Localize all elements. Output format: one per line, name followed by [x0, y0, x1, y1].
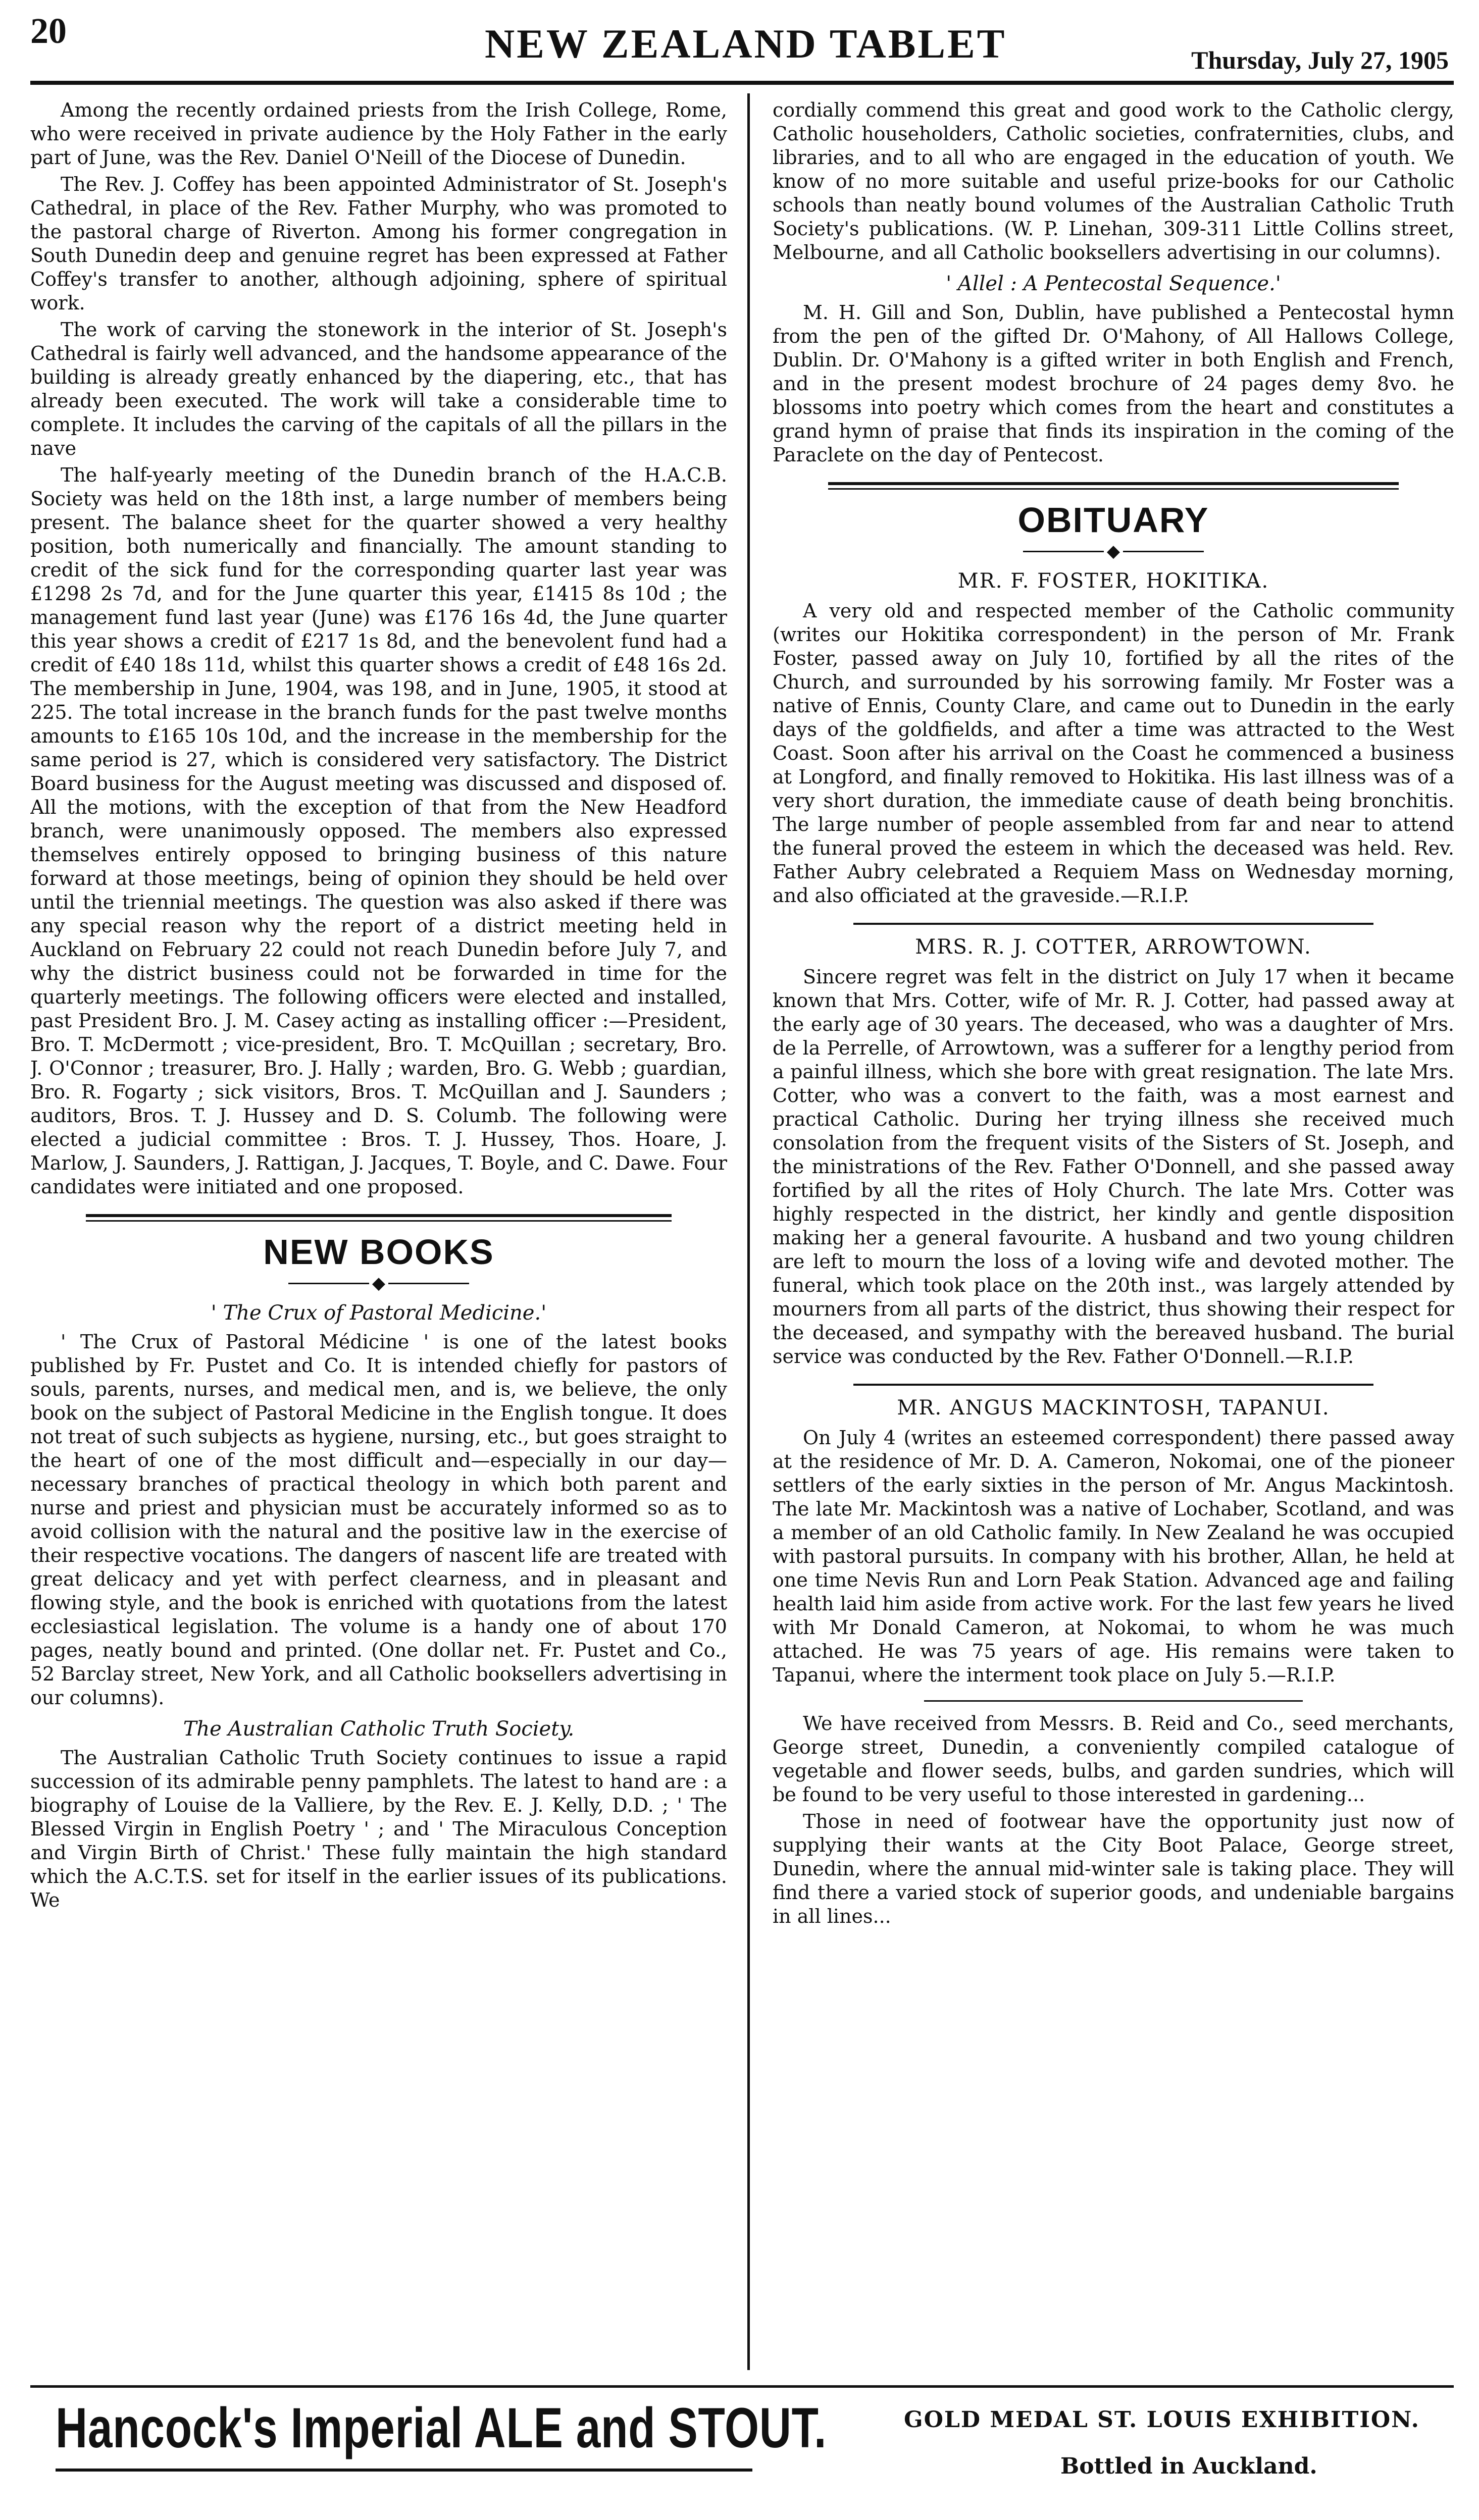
page-number: 20 [30, 11, 67, 51]
diamond-icon: ◆ [1106, 541, 1120, 561]
issue-date: Thursday, July 27, 1905 [1191, 46, 1449, 74]
article-paragraph: Among the recently ordained priests from the Irish College, Rome, who were received in private audience by the Holy Father in the early part of June, was the Rev. Daniel O'Neill of the Diocese of Dunedin. [30, 99, 727, 169]
masthead-title: NEW ZEALAND TABLET [485, 21, 1007, 67]
obituary-title: MR. F. FOSTER, HOKITIKA. [957, 569, 1269, 593]
article-paragraph: The work of carving the stonework in the interior of St. Joseph's Cathedral is fairly well advanced, and the handsome appearance of the building is already greatly enhanced by the diapering, etc., that has already been executed. The work will take a considerable time to complete. It includes the carving of the capitals of all the pillars in the nave [30, 319, 727, 459]
column-divider [747, 93, 750, 2370]
article-paragraph: The Rev. J. Coffey has been appointed Administrator of St. Joseph's Cathedral, in place of the Rev. Father Murphy, who was promoted to the pastoral charge of Riverton. Among his former congregation in South Dunedin deep and genuine regret has been expressed at Father Coffey's transfer to another, although adjoining, sphere of spiritual work. [30, 173, 727, 314]
allel-subtitle: ' Allel : A Pentecostal Sequence.' [946, 272, 1281, 295]
allel-paragraph: M. H. Gill and Son, Dublin, have published a Pentecostal hymn from the pen of the gifted Dr. O'Mahony, of All Hallows College, Dublin. Dr. O'Mahony is a gifted writer in both English and French, and in the present modest brochure of 24 pages demy 8vo. he blossoms into poetry which comes from the heart and constitutes a grand hymn of praise that finds its inspiration in the coming of the Paraclete on the day of Pentecost. [773, 301, 1454, 466]
diamond-icon: ◆ [372, 1273, 386, 1293]
obituary-heading: OBITUARY [1017, 500, 1209, 540]
continuation-paragraph: cordially commend this great and good work to the Catholic clergy, Catholic householders, Catholic societies, confraternities, clubs, and libraries, and to all who are engaged in the education of youth. We know of no more suitable and useful prize-books for our Catholic schools than neatly bound volumes of the Australian Catholic Truth Society's publications. (W. P. Linehan, 309-311 Little Collins street, Melbourne, and all Catholic booksellers advertising in our columns). [773, 99, 1454, 264]
bottled-text: Bottled in Auckland. [1060, 2453, 1317, 2479]
new-books-heading: NEW BOOKS [263, 1232, 494, 1272]
notice-paragraph: We have received from Messrs. B. Reid and Co., seed merchants, George street, Dunedin, a conveniently compiled catalogue of vegetable and flower seeds, bulbs, and garden sundries, which will be found to be very useful to those interested in gardening... [773, 1712, 1454, 1806]
ale-advertisement: Hancock's Imperial ALE and STOUT. [56, 2396, 827, 2459]
obituary-title: MR. ANGUS MACKINTOSH, TAPANUI. [897, 1396, 1330, 1420]
right-column [773, 98, 1454, 1931]
section-rule [828, 482, 1399, 490]
notice-paragraph: Those in need of footwear have the opportunity just now of supplying their wants at the City Boot Palace, George street, Dunedin, where the annual mid-winter sale is taking place. They will find there a varied stock of superior goods, and undeniable bargains in all lines... [773, 1810, 1454, 1927]
header-rule [30, 81, 1454, 85]
book-review-paragraph: ' The Crux of Pastoral Médicine ' is one of the latest books published by Fr. Pustet and Co. It is intended chiefly for pastors of souls, parents, nurses, and medical men, and is, we believe, the only book on the subject of Pastoral Medicine in the English tongue. It does not treat of such subjects as hygiene, nursing, etc., but goes straight to the heart of one of the most difficult and—especially in our day—necessary branches of practical theology in which both parent and nurse and priest and physician must be accurately informed so as to avoid collision with the natural and the positive law in the exercise of their respective vocations. The dangers of nascent life are treated with great delicacy and yet with perfect clearness, and in pleasant and flowing style, and the book is enriched with quotations from the latest ecclesiastical legislation. The volume is a handy one of about 170 pages, neatly bound and printed. (One dollar net. Fr. Pustet and Co., 52 Barclay street, New York, and all Catholic booksellers advertising in our columns). [30, 1331, 727, 1709]
obituary-text: A very old and respected member of the Catholic community (writes our Hokitika correspondent) in the person of Mr. Frank Foster, passed away on July 10, fortified by all the rites of the Church, and surrounded by his sorrowing family. Mr Foster was a native of Ennis, County Clare, and came out to Dunedin in the early days of the goldfields, and after a time was attracted to the West Coast. Soon after his arrival on the Coast he commenced a business at Longford, and finally removed to Hokitika. His last illness was of a very short duration, the immediate cause of death being bronchitis. The large number of people assembled from far and near to attend the funeral proved the esteem in which the deceased was held. Rev. Father Aubry celebrated a Requiem Mass on Wednesday morning, and also officiated at the graveside.—R.I.P. [773, 600, 1454, 907]
obituary-separator [853, 923, 1373, 925]
advertisement-underline [56, 2469, 752, 2472]
article-paragraph: The half-yearly meeting of the Dunedin branch of the H.A.C.B. Society was held on the 18th inst, a large number of members being present. The balance sheet for the quarter showed a very healthy position, both numerically and financially. The amount standing to credit of the sick fund for the corresponding quarter last year was £1298 2s 7d, and for the June quarter this year, £1415 8s 10d ; the management fund last year (June) was £176 16s 4d, the June quarter this year shows a credit of £217 1s 8d, and the benevolent fund had a credit of £40 18s 11d, whilst this quarter shows a credit of £48 16s 2d. The membership in June, 1904, was 198, and in June, 1905, it stood at 225. The total increase in the branch funds for the past twelve months amounts to £165 10s 10d, and the increase in the membership for the same period is 27, which is considered very satisfactory. The District Board business for the August meeting was discussed and disposed of. All the motions, with the exception of that from the New Headford branch, were unanimously opposed. The members also expressed themselves entirely opposed to bringing business of this nature forward at those meetings, being of opinion they should be held over until the triennial meetings. The question was also asked if there was any special reason why the report of a district meeting held in Auckland on February 22 could not reach Dunedin before July 7, and why the district business could not be forwarded in time for the quarterly meetings. The following officers were elected and installed, past President Bro. J. M. Casey acting as installing officer :—President, Bro. T. McDermott ; vice-president, Bro. T. McQuillan ; secretary, Bro. J. O'Connor ; treasurer, Bro. J. Hally ; warden, Bro. G. Webb ; guardian, Bro. R. Fogarty ; sick visitors, Bros. T. McQuillan and J. Saunders ; auditors, Bros. T. J. Hussey and D. S. Columb. The following were elected a judicial committee : Bros. T. J. Hussey, Thos. Hoare, J. Marlow, J. Saunders, J. Rattigan, J. Jacques, T. Boyle, and C. Dawe. Four candidates were initiated and one proposed. [30, 464, 727, 1198]
section-rule [86, 1214, 672, 1222]
obituary-separator [853, 1384, 1373, 1386]
notice-separator [924, 1700, 1303, 1702]
obituary-text: On July 4 (writes an esteemed correspondent) there passed away at the residence of Mr. D. A. Cameron, Nokomai, one of the pioneer settlers of the early sixties in the person of Mr. Angus Mackintosh. The late Mr. Mackintosh was a native of Lochaber, Scotland, and was a member of an old Catholic family. In New Zealand he was occupied with pastoral pursuits. In company with his brother, Allan, he held at one time Nevis Run and Lorn Peak Station. Advanced age and failing health laid him aside from active work. For the last few years he lived with Mr Donald Cameron, at Nokomai, to whom he was much attached. He was 75 years of age. His remains were taken to Tapanui, where the interment took place on July 5.—R.I.P. [773, 1427, 1454, 1686]
left-column [30, 98, 727, 1915]
award-text: GOLD MEDAL ST. LOUIS EXHIBITION. [904, 2407, 1420, 2433]
book-subtitle: ' The Crux of Pastoral Medicine.' [211, 1301, 547, 1325]
society-subtitle: The Australian Catholic Truth Society. [183, 1717, 575, 1741]
society-paragraph: The Australian Catholic Truth Society continues to issue a rapid succession of its admirable penny pamphlets. The latest to hand are : a biography of Louise de la Valliere, by the Rev. E. J. Kelly, D.D. ; ' The Blessed Virgin in English Poetry ' ; and ' The Miraculous Conception and Virgin Birth of Christ.' These fully maintain the high standard which the A.C.T.S. set for itself in the earlier issues of its publications. We [30, 1747, 727, 1911]
ornament-divider [30, 1275, 727, 1291]
footer-rule [30, 2385, 1454, 2388]
ornament-divider [773, 543, 1454, 559]
obituary-title: MRS. R. J. COTTER, ARROWTOWN. [915, 935, 1312, 959]
obituary-text: Sincere regret was felt in the district on July 17 when it became known that Mrs. Cotter, wife of Mr. R. J. Cotter, had passed away at the early age of 30 years. The deceased, who was a daughter of Mrs. de la Perrelle, of Arrowtown, was a sufferer for a lengthy period from a painful illness, which she bore with great resignation. The late Mrs. Cotter, who was a convert to the faith, was a most earnest and practical Catholic. During her trying illness she received much consolation from the frequent visits of the Sisters of St. Joseph, and the ministrations of the Rev. Father O'Donnell, and she passed away fortified by all the rites of Holy Church. The late Mrs. Cotter was highly respected in the district, her kindly and gentle disposition making her a general favourite. A husband and two young children are left to mourn the loss of a loving wife and devoted mother. The funeral, which took place on the 20th inst., was largely attended by mourners from all parts of the district, thus showing their respect for the deceased, and sympathy with the bereaved husband. The burial service was conducted by the Rev. Father O'Donnell.—R.I.P. [773, 966, 1454, 1368]
